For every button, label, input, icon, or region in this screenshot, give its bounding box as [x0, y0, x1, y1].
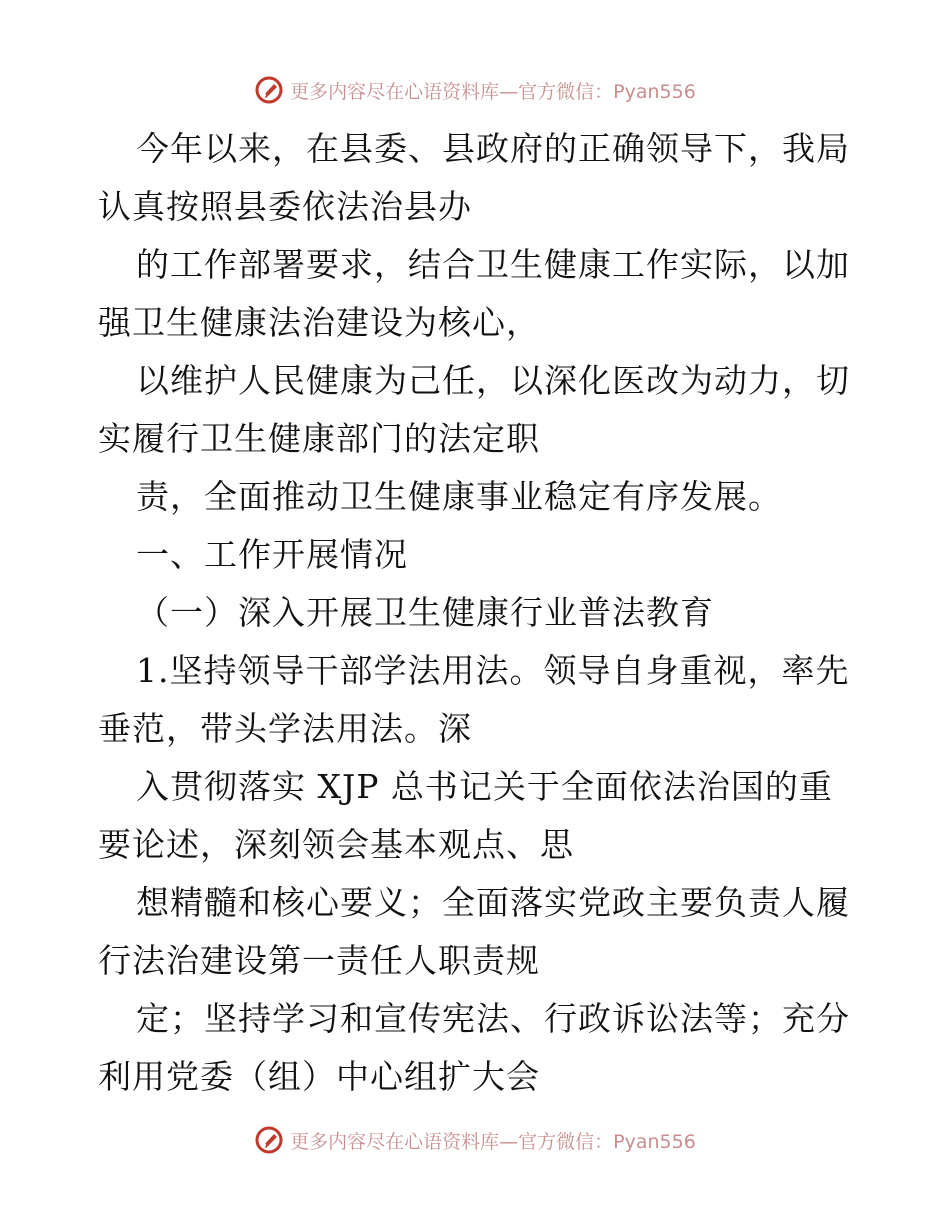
watermark-text: 更多内容尽在心语资料库—官方微信：Pyan556	[290, 1130, 696, 1153]
paragraph-line: 定；坚持学习和宣传宪法、行政诉讼法等；充分	[136, 999, 850, 1038]
document-body	[98, 120, 858, 1106]
section-heading: 一、工作开展情况	[136, 535, 408, 574]
footer-watermark	[0, 1120, 950, 1160]
subsection-heading: （一）深入开展卫生健康行业普法教育	[136, 593, 714, 632]
pen-logo-icon	[254, 75, 284, 105]
header-watermark	[0, 70, 950, 110]
paragraph-line: 1.坚持领导干部学法用法。领导自身重视，率先	[136, 651, 850, 690]
paragraph-line: 垂范，带头学法用法。深	[98, 709, 472, 748]
watermark-text: 更多内容尽在心语资料库—官方微信：Pyan556	[290, 80, 696, 103]
paragraph-line: 要论述，深刻领会基本观点、思	[98, 825, 574, 864]
paragraph-line: 以维护人民健康为己任，以深化医改为动力，切	[136, 361, 850, 400]
paragraph-line: 强卫生健康法治建设为核心，	[98, 303, 540, 342]
pen-logo-icon	[254, 1125, 284, 1155]
paragraph-line: 行法治建设第一责任人职责规	[98, 941, 540, 980]
paragraph-line: 的工作部署要求，结合卫生健康工作实际，以加	[136, 245, 850, 284]
paragraph-line: 认真按照县委依法治县办	[98, 187, 472, 226]
paragraph-line: 责，全面推动卫生健康事业稳定有序发展。	[136, 477, 782, 516]
paragraph-line: 想精髓和核心要义；全面落实党政主要负责人履	[136, 883, 850, 922]
paragraph-line: 今年以来，在县委、县政府的正确领导下，我局	[136, 129, 850, 168]
paragraph-line: 实履行卫生健康部门的法定职	[98, 419, 540, 458]
paragraph-line: 利用党委（组）中心组扩大会	[98, 1057, 540, 1096]
paragraph-line: 入贯彻落实 XJP 总书记关于全面依法治国的重	[136, 767, 833, 806]
